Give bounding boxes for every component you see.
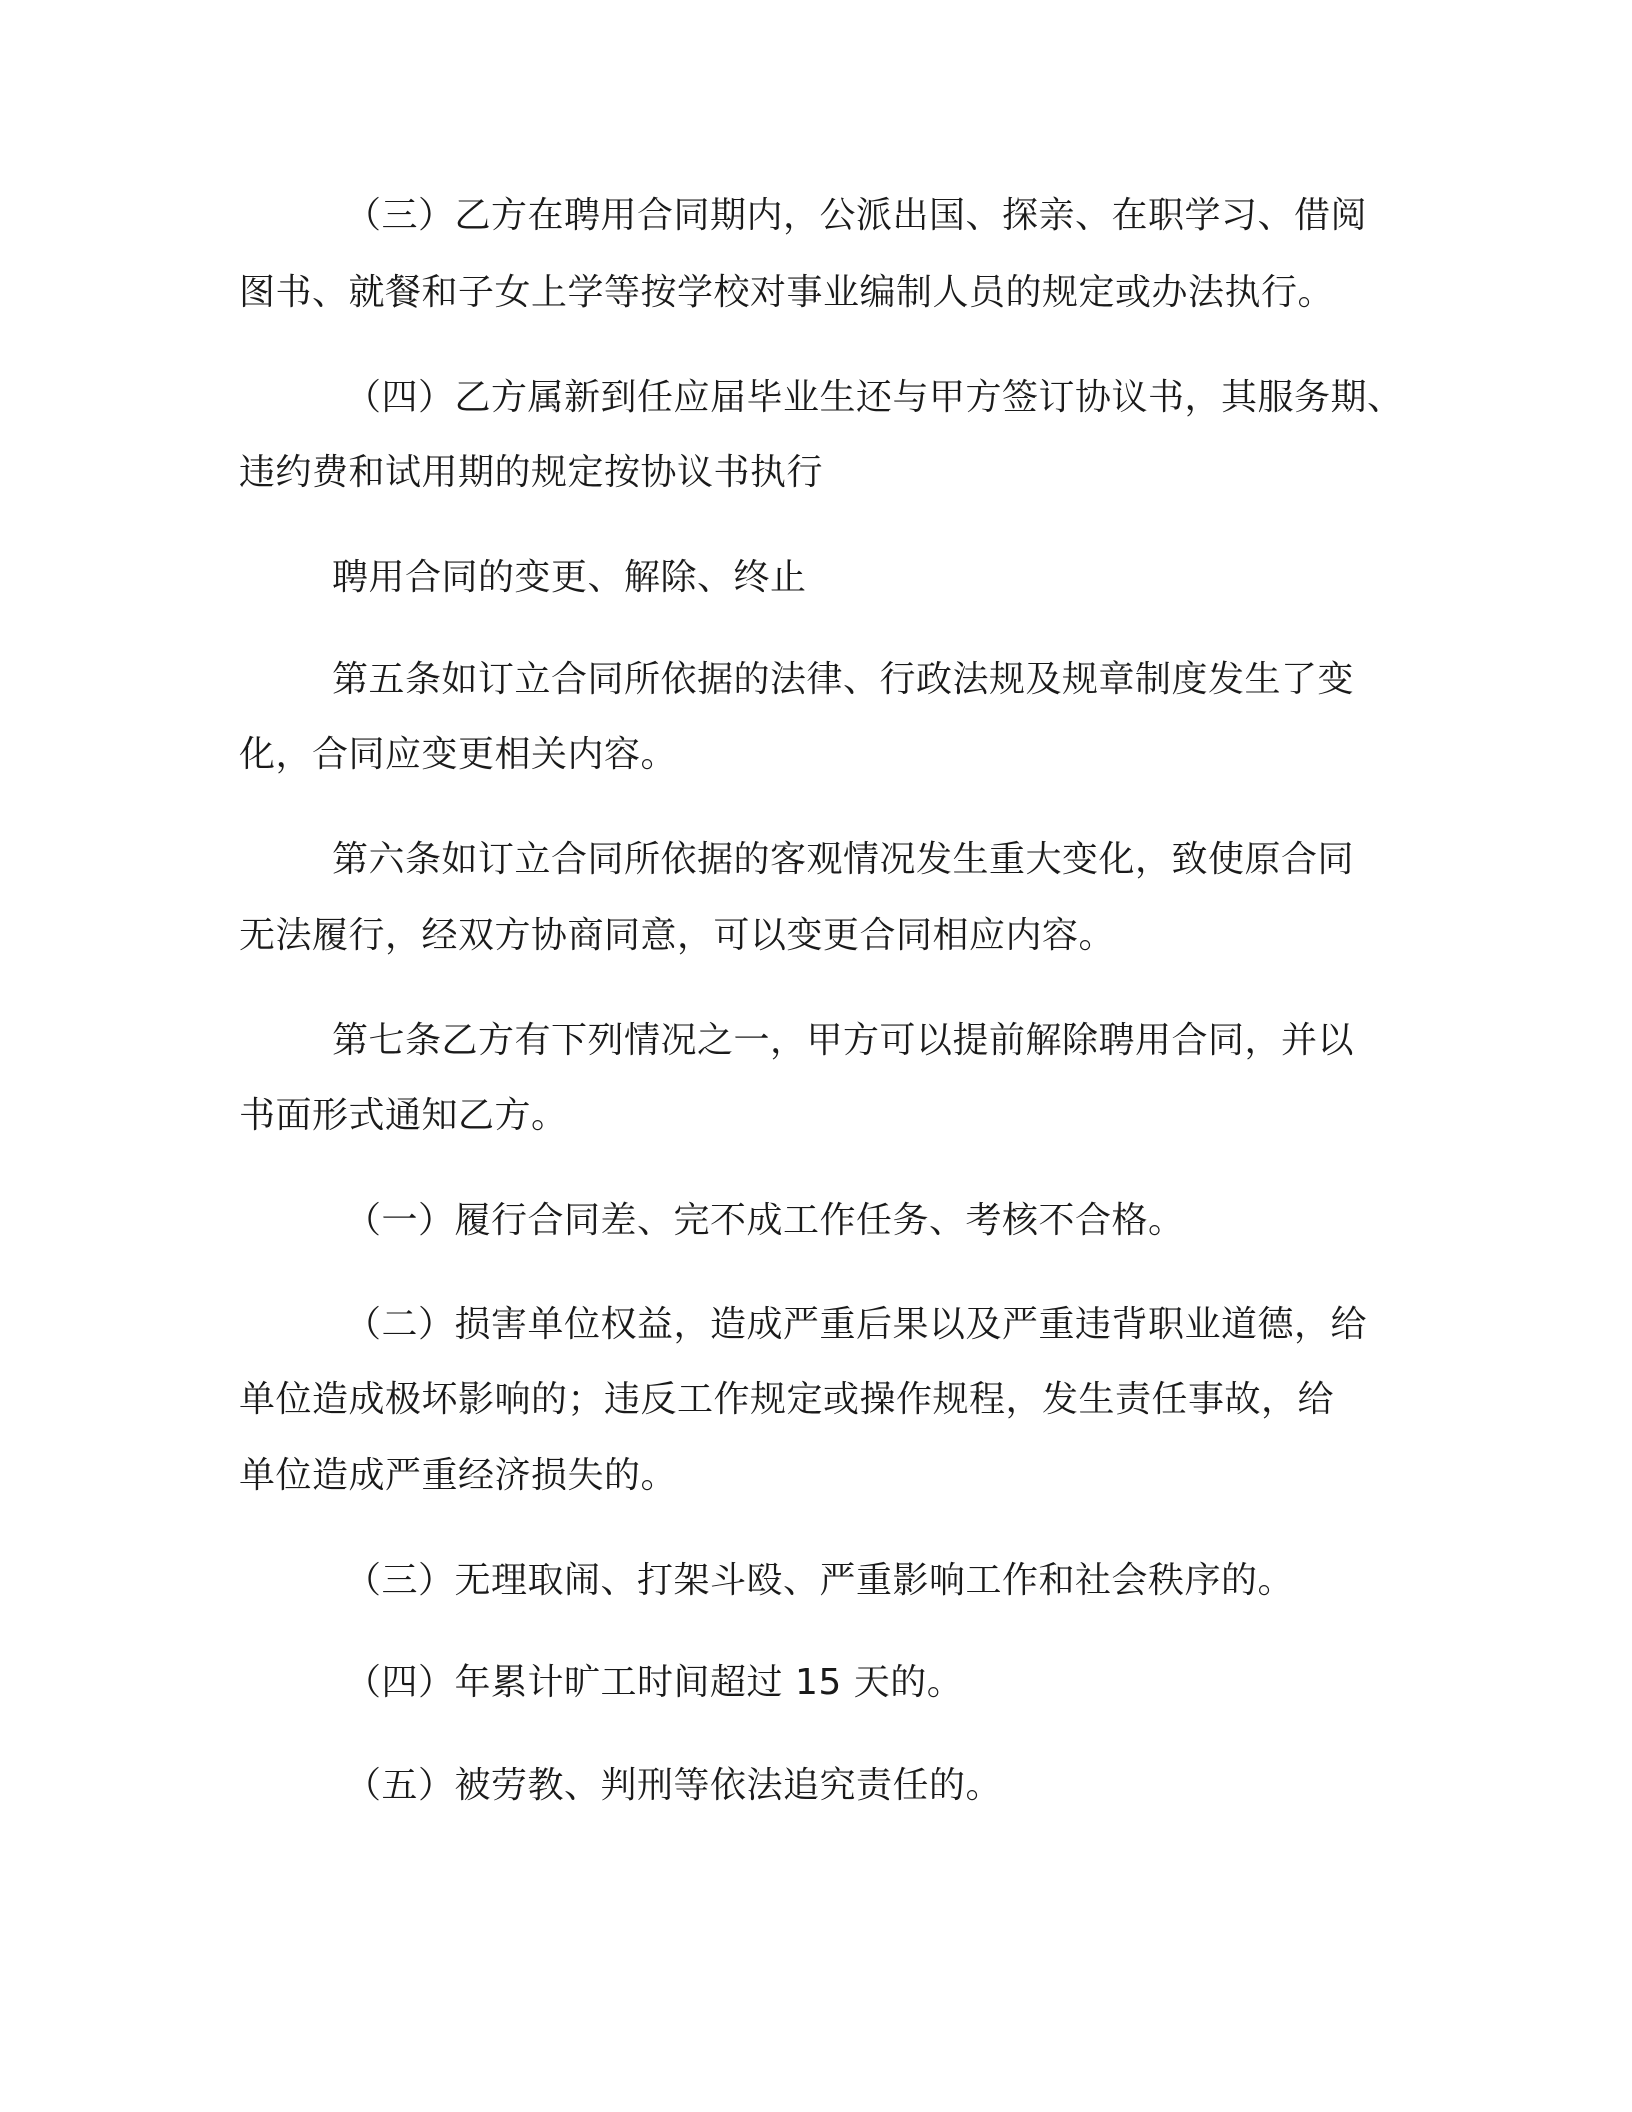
article-5-line-2: 化，合同应变更相关内容。 bbox=[239, 734, 678, 775]
item-2-line-2: 单位造成极坏影响的；违反工作规定或操作规程，发生责任事故，给 bbox=[239, 1379, 1335, 1420]
article-7-line-2: 书面形式通知乙方。 bbox=[239, 1095, 568, 1136]
article-7-line-1: 第七条乙方有下列情况之一，甲方可以提前解除聘用合同，并以 bbox=[332, 1020, 1355, 1061]
paragraph-item-4-line-1: （四）乙方属新到任应届毕业生还与甲方签订协议书，其服务期、 bbox=[345, 377, 1404, 418]
item-2-line-1: （二）损害单位权益，造成严重后果以及严重违背职业道德，给 bbox=[345, 1304, 1368, 1345]
article-6-line-2: 无法履行，经双方协商同意，可以变更合同相应内容。 bbox=[239, 915, 1116, 956]
paragraph-item-3-line-1: （三）乙方在聘用合同期内，公派出国、探亲、在职学习、借阅 bbox=[345, 195, 1368, 236]
article-5-line-1: 第五条如订立合同所依据的法律、行政法规及规章制度发生了变 bbox=[332, 659, 1355, 700]
item-2-line-3: 单位造成严重经济损失的。 bbox=[239, 1455, 678, 1496]
item-5-line-1: （五）被劳教、判刑等依法追究责任的。 bbox=[345, 1765, 1003, 1806]
item-3-b-line-1: （三）无理取闹、打架斗殴、严重影响工作和社会秩序的。 bbox=[345, 1560, 1295, 1601]
article-6-line-1: 第六条如订立合同所依据的客观情况发生重大变化，致使原合同 bbox=[332, 839, 1355, 880]
item-1-line-1: （一）履行合同差、完不成工作任务、考核不合格。 bbox=[345, 1200, 1185, 1241]
section-heading: 聘用合同的变更、解除、终止 bbox=[332, 557, 807, 598]
paragraph-item-3-line-2: 图书、就餐和子女上学等按学校对事业编制人员的规定或办法执行。 bbox=[239, 272, 1335, 313]
item-4-b-line-1: （四）年累计旷工时间超过 15 天的。 bbox=[345, 1662, 964, 1703]
paragraph-item-4-line-2: 违约费和试用期的规定按协议书执行 bbox=[239, 452, 824, 493]
